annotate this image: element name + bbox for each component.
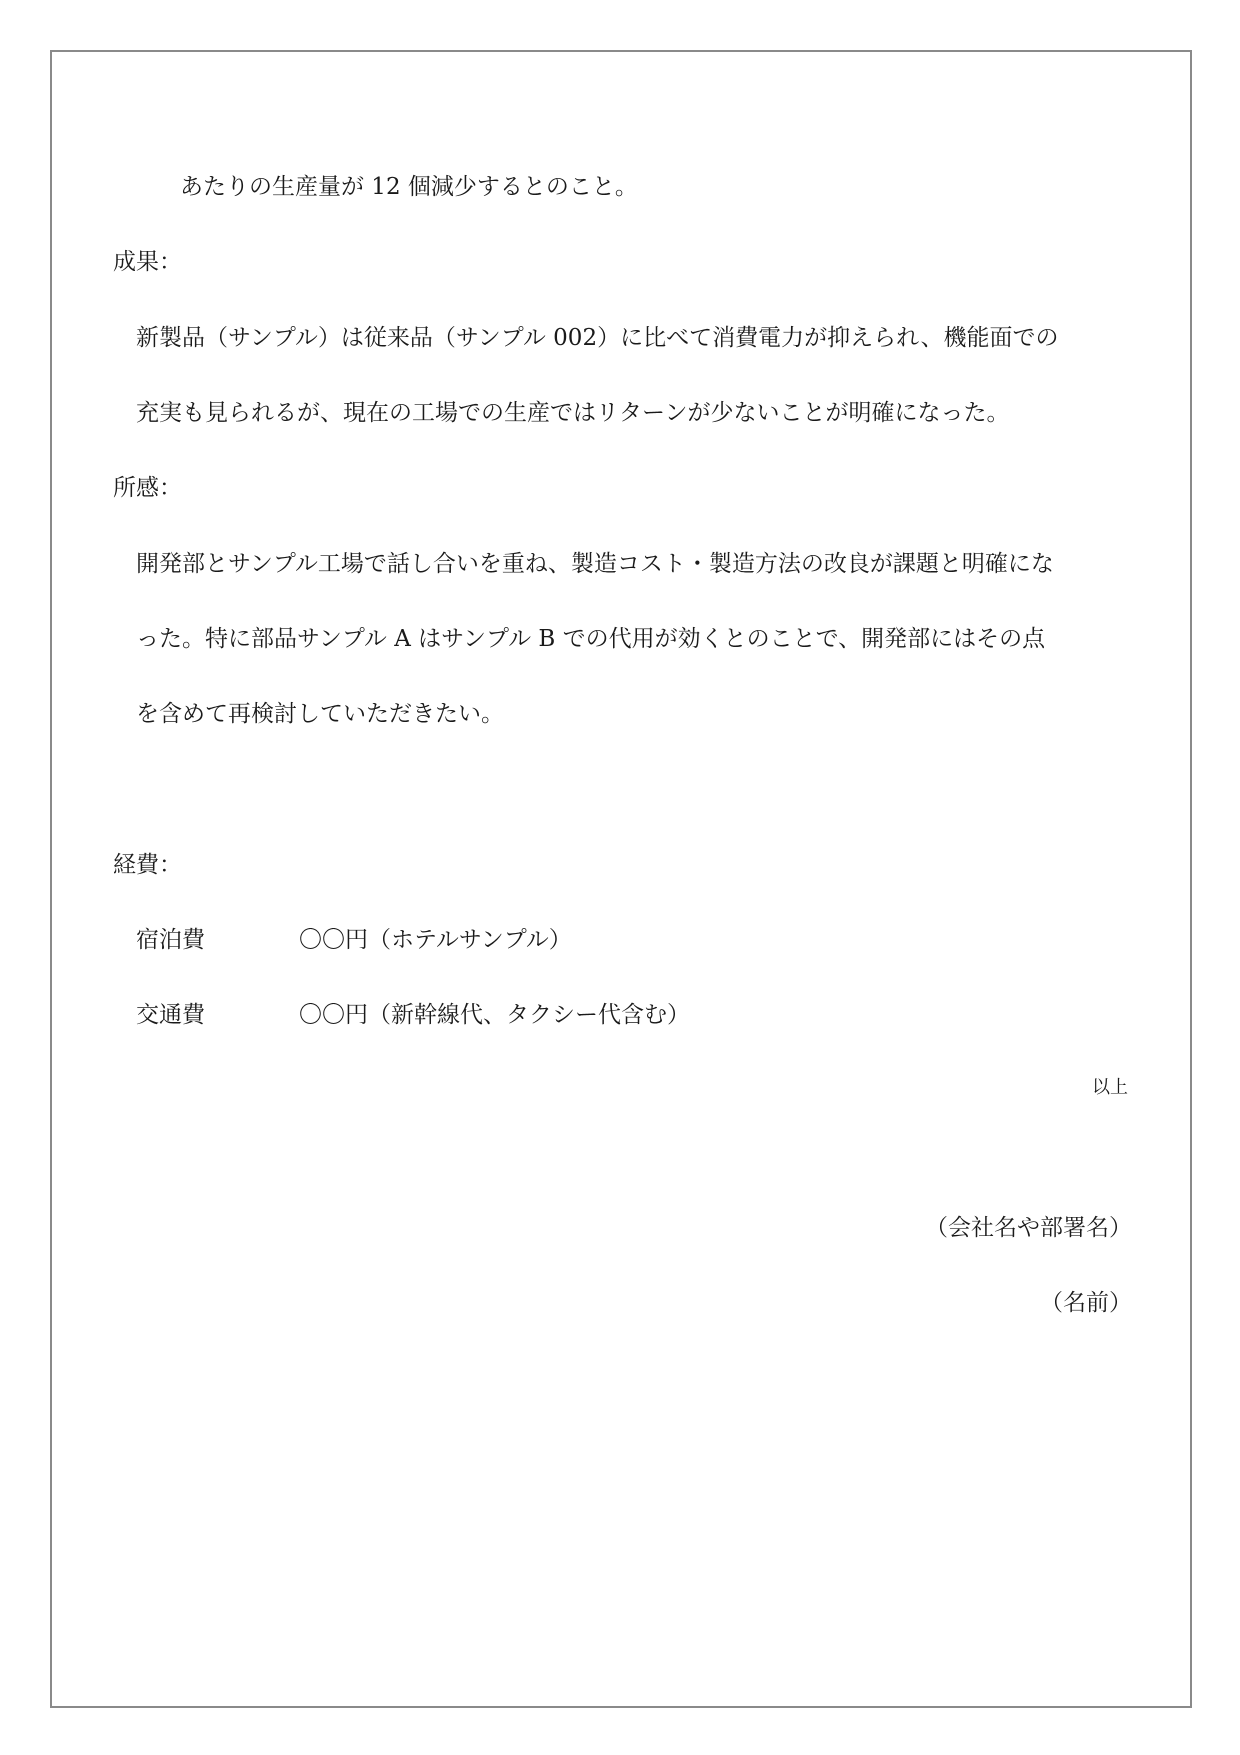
impressions-line-1: 開発部とサンプル工場で話し合いを重ね、製造コスト・製造方法の改良が課題と明確にな — [136, 551, 1054, 577]
page-frame — [50, 50, 1192, 1708]
results-label: 成果： — [113, 249, 182, 275]
results-line-2: 充実も見られるが、現在の工場での生産ではリターンが少ないことが明確になった。 — [136, 400, 1010, 426]
expense-value: 〇〇円（ホテルサンプル） — [299, 927, 572, 953]
expense-name: 宿泊費 — [136, 927, 205, 953]
impressions-label: 所感： — [113, 475, 182, 501]
impressions-line-3: を含めて再検討していただきたい。 — [136, 701, 504, 727]
impressions-line-2: った。特に部品サンプル A はサンプル B での代用が効くとのことで、開発部にはその点 — [136, 626, 1046, 652]
results-line-1: 新製品（サンプル）は従来品（サンプル 002）に比べて消費電力が抑えられ、機能面での — [136, 325, 1059, 351]
expenses-label: 経費： — [113, 852, 182, 878]
closing-text: 以上 — [1092, 1077, 1128, 1098]
expense-value: 〇〇円（新幹線代、タクシー代含む） — [299, 1002, 690, 1028]
intro-continuation-line: あたりの生産量が 12 個減少するとのこと。 — [180, 174, 638, 200]
signature-name: （名前） — [1040, 1290, 1132, 1316]
signature-company: （会社名や部署名） — [925, 1215, 1132, 1241]
expense-name: 交通費 — [136, 1002, 205, 1028]
